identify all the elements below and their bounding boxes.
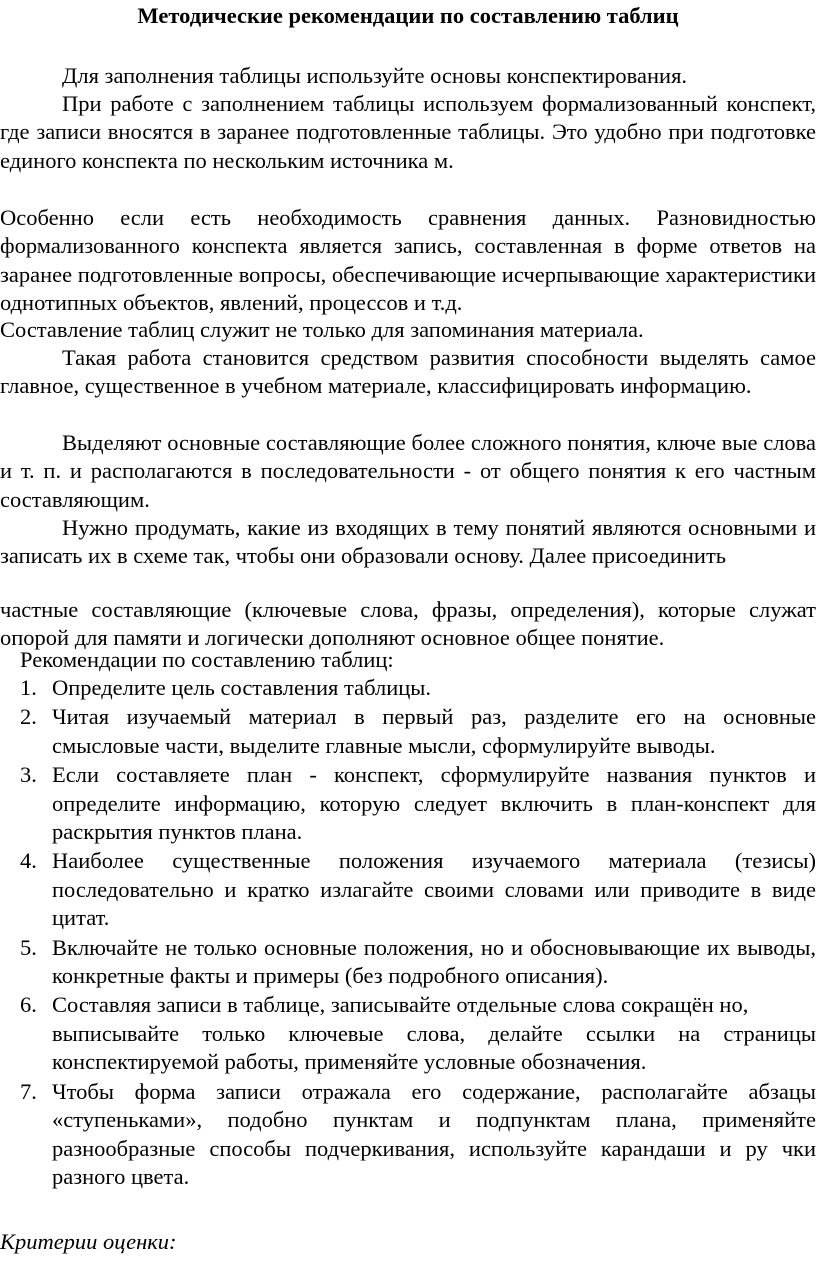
document-title: Методические рекомендации по составлению таблиц (137, 3, 679, 28)
list-item-number: 4. (20, 848, 37, 874)
paragraph-8: частные составляющие (ключевые слова, фразы, определения), которые служат опорой для памяти и логически дополняют основное общее понятие. (0, 597, 816, 651)
list-item (20, 674, 816, 702)
list-item (20, 1078, 816, 1192)
list-item-text: Если составляете план - конспект, сформулируйте названия пунктов и определите информацию, которую следует включить в план-конспект для раскрытия пунктов плана. (52, 762, 816, 845)
list-item-number: 7. (20, 1078, 37, 1104)
list-item (20, 991, 816, 1076)
list-item-text: Наиболее существенные положения изучаемого материала (тезисы) последовательно и кратко излагайте своими словами или приводите в виде цитат. (52, 848, 816, 931)
recommendations-list (20, 674, 816, 1192)
list-item-number: 1. (20, 675, 37, 700)
list-item-number: 2. (20, 704, 37, 730)
list-item-number: 5. (20, 934, 37, 960)
list-item-text: Определите цель составления таблицы. (52, 675, 432, 700)
paragraph-1: Для заполнения таблицы используйте основы конспектирования. (62, 63, 688, 88)
list-item (20, 847, 816, 932)
list-intro: Рекомендации по составлению таблиц: (20, 647, 394, 672)
paragraph-6: Выделяют основные составляющие более сложного понятия, ключе вые слова и т. п. и располагаются в последовательности - от общего понятия к его частным составляющим. (0, 430, 816, 512)
list-item-text: Читая изучаемый материал в первый раз, разделите его на основные смысловые части, выделите главные мысли, сформулируйте выводы. (52, 704, 816, 758)
paragraph-5: Такая работа становится средством развития способности выделять самое главное, существенное в учебном материале, классифицировать информацию. (0, 345, 816, 399)
list-item-text: Составляя записи в таблице, записывайте отдельные слова сокращён но, (52, 992, 749, 1018)
paragraph-3: Особенно если есть необходимость сравнения данных. Разновидностью формализованного конспекта является запись, составленная в форме ответов на заранее подготовленные вопросы, обеспечивающие исчерпывающие характеристики однотипных объектов, явлений, процессов и т.д. (0, 205, 816, 316)
list-item-text-continued: выписывайте только ключевые слова, делайте ссылки на страницы конспектируемой работы, применяйте условные обозначения. (52, 1020, 816, 1075)
list-item (20, 761, 816, 846)
paragraph-4: Составление таблиц служит не только для запоминания материала. (0, 317, 644, 342)
list-item (20, 703, 816, 760)
list-item-number: 3. (20, 762, 37, 788)
list-item-number: 6. (20, 992, 37, 1018)
list-item (20, 934, 816, 991)
paragraph-7: Нужно продумать, какие из входящих в тему понятий являются основными и записать их в схеме так, чтобы они образовали основу. Далее присоединить (0, 515, 816, 569)
criteria-heading: Критерии оценки: (0, 1229, 177, 1254)
paragraph-2: При работе с заполнением таблицы используем формализованный конспект, где записи вносятся в заранее подготовленные таблицы. Это удобно при подготовке единого конспекта по нескольким источника м. (0, 91, 816, 173)
list-item-text: Включайте не только основные положения, но и обосновывающие их выводы, конкретные факты и примеры (без подробного описания). (52, 934, 816, 989)
list-item-text: Чтобы форма записи отражала его содержание, располагайте абзацы «ступеньками», подобно пунктам и подпунктам плана, применяйте разнообразные способы подчеркивания, используйте карандаши и ру чки разного цвета. (52, 1078, 816, 1189)
